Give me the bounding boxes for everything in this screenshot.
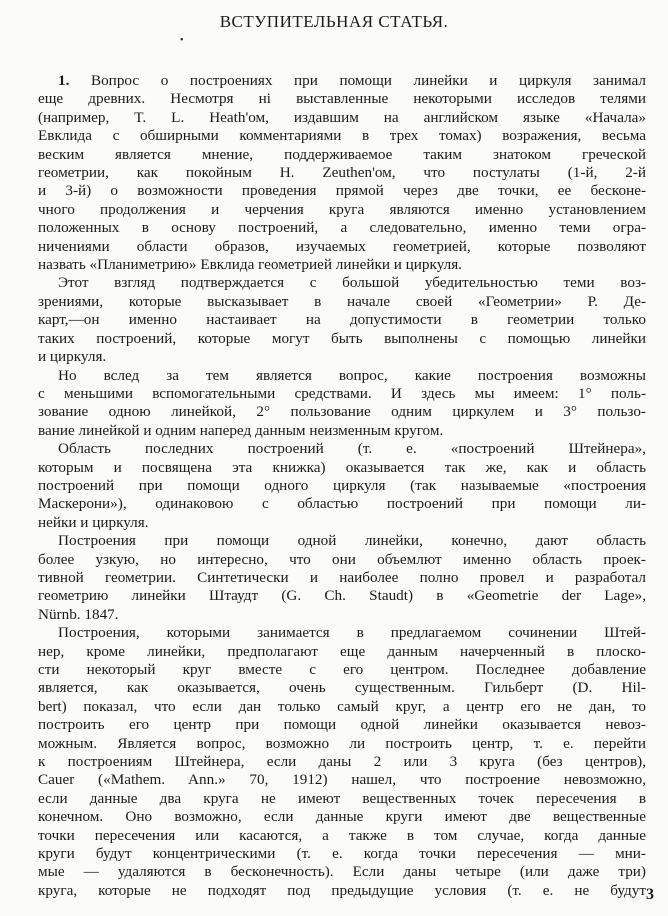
text-line: ничениями области образов, изучаемых геометрией, которые позволяют (38, 237, 646, 255)
text-line: тивной геометрии. Синтетически и наиболее полно провел и разработал (38, 568, 646, 586)
text-line: сти некоторый круг вместе с его центром. Последнее добавление (38, 661, 646, 678)
paragraph-5 (38, 532, 646, 624)
text-line: можным. Является вопрос, возможно ли построить центр, т. е. перейти (38, 734, 646, 752)
text-line: которым и посвящена эта книжка) оказывается так же, как и область (38, 458, 646, 476)
paragraph-1 (38, 72, 646, 274)
text-line: bert) показал, что если дан только самый круг, а центр его не дан, то (38, 697, 646, 715)
text-line: зрениями, которые высказывает в начале своей «Геометрии» Р. Де- (38, 292, 646, 310)
text-line: если данные два круга не имеют вещественных точек пересечения в (38, 789, 646, 807)
text-line: Область последних построений (т. е. «построений Штейнера», (58, 440, 646, 458)
text-line: мые — удаляются в бесконечность). Если даны четыре (или даже три) (38, 863, 646, 881)
text-line: Этот взгляд подтверждается с большой убедительностью теми воз- (58, 274, 646, 292)
text-line: более узкую, но интересно, что они объемлют именно область проек- (38, 550, 646, 568)
article-body (38, 72, 646, 900)
text-line: Cauer («Mathem. Ann.» 70, 1912) нашел, что построение невозможно, (38, 771, 646, 789)
text-line: положенных в основу построений, а следовательно, именно теми огра- (38, 219, 646, 237)
text-line: Но вслед за тем является вопрос, какие построения возможны (58, 366, 646, 384)
text-line: и 3-й) о возможности проведения прямой через две точки, ее бесконе- (38, 182, 646, 200)
text-line: назвать «Планиметрию» Евклида геометрией линейки и циркуля. (38, 256, 462, 274)
text-line: Построения, которыми занимается в предлагаемом сочинении Штей- (58, 624, 646, 642)
page-title: ВСТУПИТЕЛЬНАЯ СТАТЬЯ. (219, 12, 449, 31)
title-mark: • (180, 35, 184, 46)
text-line: с меньшими вспомогательными средствами. И здесь мы имеем: 1° поль- (38, 384, 646, 402)
paragraph-2 (38, 274, 646, 366)
text-line: Маскерони»), одинаковою с областью построений при помощи ли- (38, 495, 646, 513)
text-line: построить его центр при помощи одной линейки оказывается невоз- (38, 716, 646, 734)
text-line: таких построений, которые могут быть выполнены с помощью линейки (38, 329, 646, 347)
text-line: точки пересечения или касаются, а также в том случае, когда данные (38, 826, 646, 844)
text-line: карт,—он именно настаивает на допустимости в геометрии только (38, 311, 646, 329)
paragraph-6 (38, 624, 646, 900)
text-line: является, как оказывается, очень существенным. Гильберт (D. Hil- (38, 679, 646, 697)
section-number: 1. (58, 72, 70, 89)
text-line: чного продолжения и черчения круга являются именно установлением (38, 200, 646, 218)
text-line: Построения при помощи одной линейки, конечно, дают область (58, 532, 646, 550)
text-line: к построениям Штейнера, если даны 2 или 3 круга (без центров), (38, 753, 646, 771)
text-line: круга, которые не подходят под предыдущие условия (т. е. не будут (38, 881, 646, 899)
paragraph-4 (38, 440, 646, 532)
text-line: нер, кроме линейки, предполагают еще данным начерченный в плоско- (38, 642, 646, 660)
text-line: нейки и циркуля. (38, 513, 149, 531)
paragraph-3 (38, 367, 646, 441)
text-line: круги будут концентрическими (т. е. когда точки пересечения — мни- (38, 845, 646, 863)
text-line: конечном. Оно возможно, если данные круги имеют две вещественные (38, 808, 646, 826)
text-line: веским является мнение, поддерживаемое таким знатоком греческой (38, 145, 646, 163)
text-line: вание линейкой и одним наперед данным неизменным кругом. (38, 421, 444, 439)
text-line: геометрию линейки Штаудт (G. Ch. Staudt) в «Geometrie der Lage», (38, 587, 646, 605)
text-line: построений при помощи одного циркуля (так называемые «построения (38, 476, 646, 494)
text-line: еще древних. Несмотря ні выставленные некоторыми исследов телями (38, 90, 646, 108)
text-line: (например, T. L. Heath'ом, издавшим на английском языке «Начала» (38, 108, 646, 126)
text-line: Евклида с обширными комментариями в трех томах) возражения, весьма (38, 127, 646, 145)
text-line: 1. Вопрос о построениях при помощи линейки и циркуля занимал (58, 72, 646, 89)
text-line: зование одною линейкой, 2° пользование одним циркулем и 3° пользо- (38, 403, 646, 421)
text-line: Nürnb. 1847. (38, 605, 119, 623)
page-number: 3 (646, 886, 654, 903)
text-line: и циркуля. (38, 348, 107, 366)
text-line: геометрии, как покойным H. Zeuthen'ом, что постулаты (1-й, 2-й (38, 164, 646, 182)
